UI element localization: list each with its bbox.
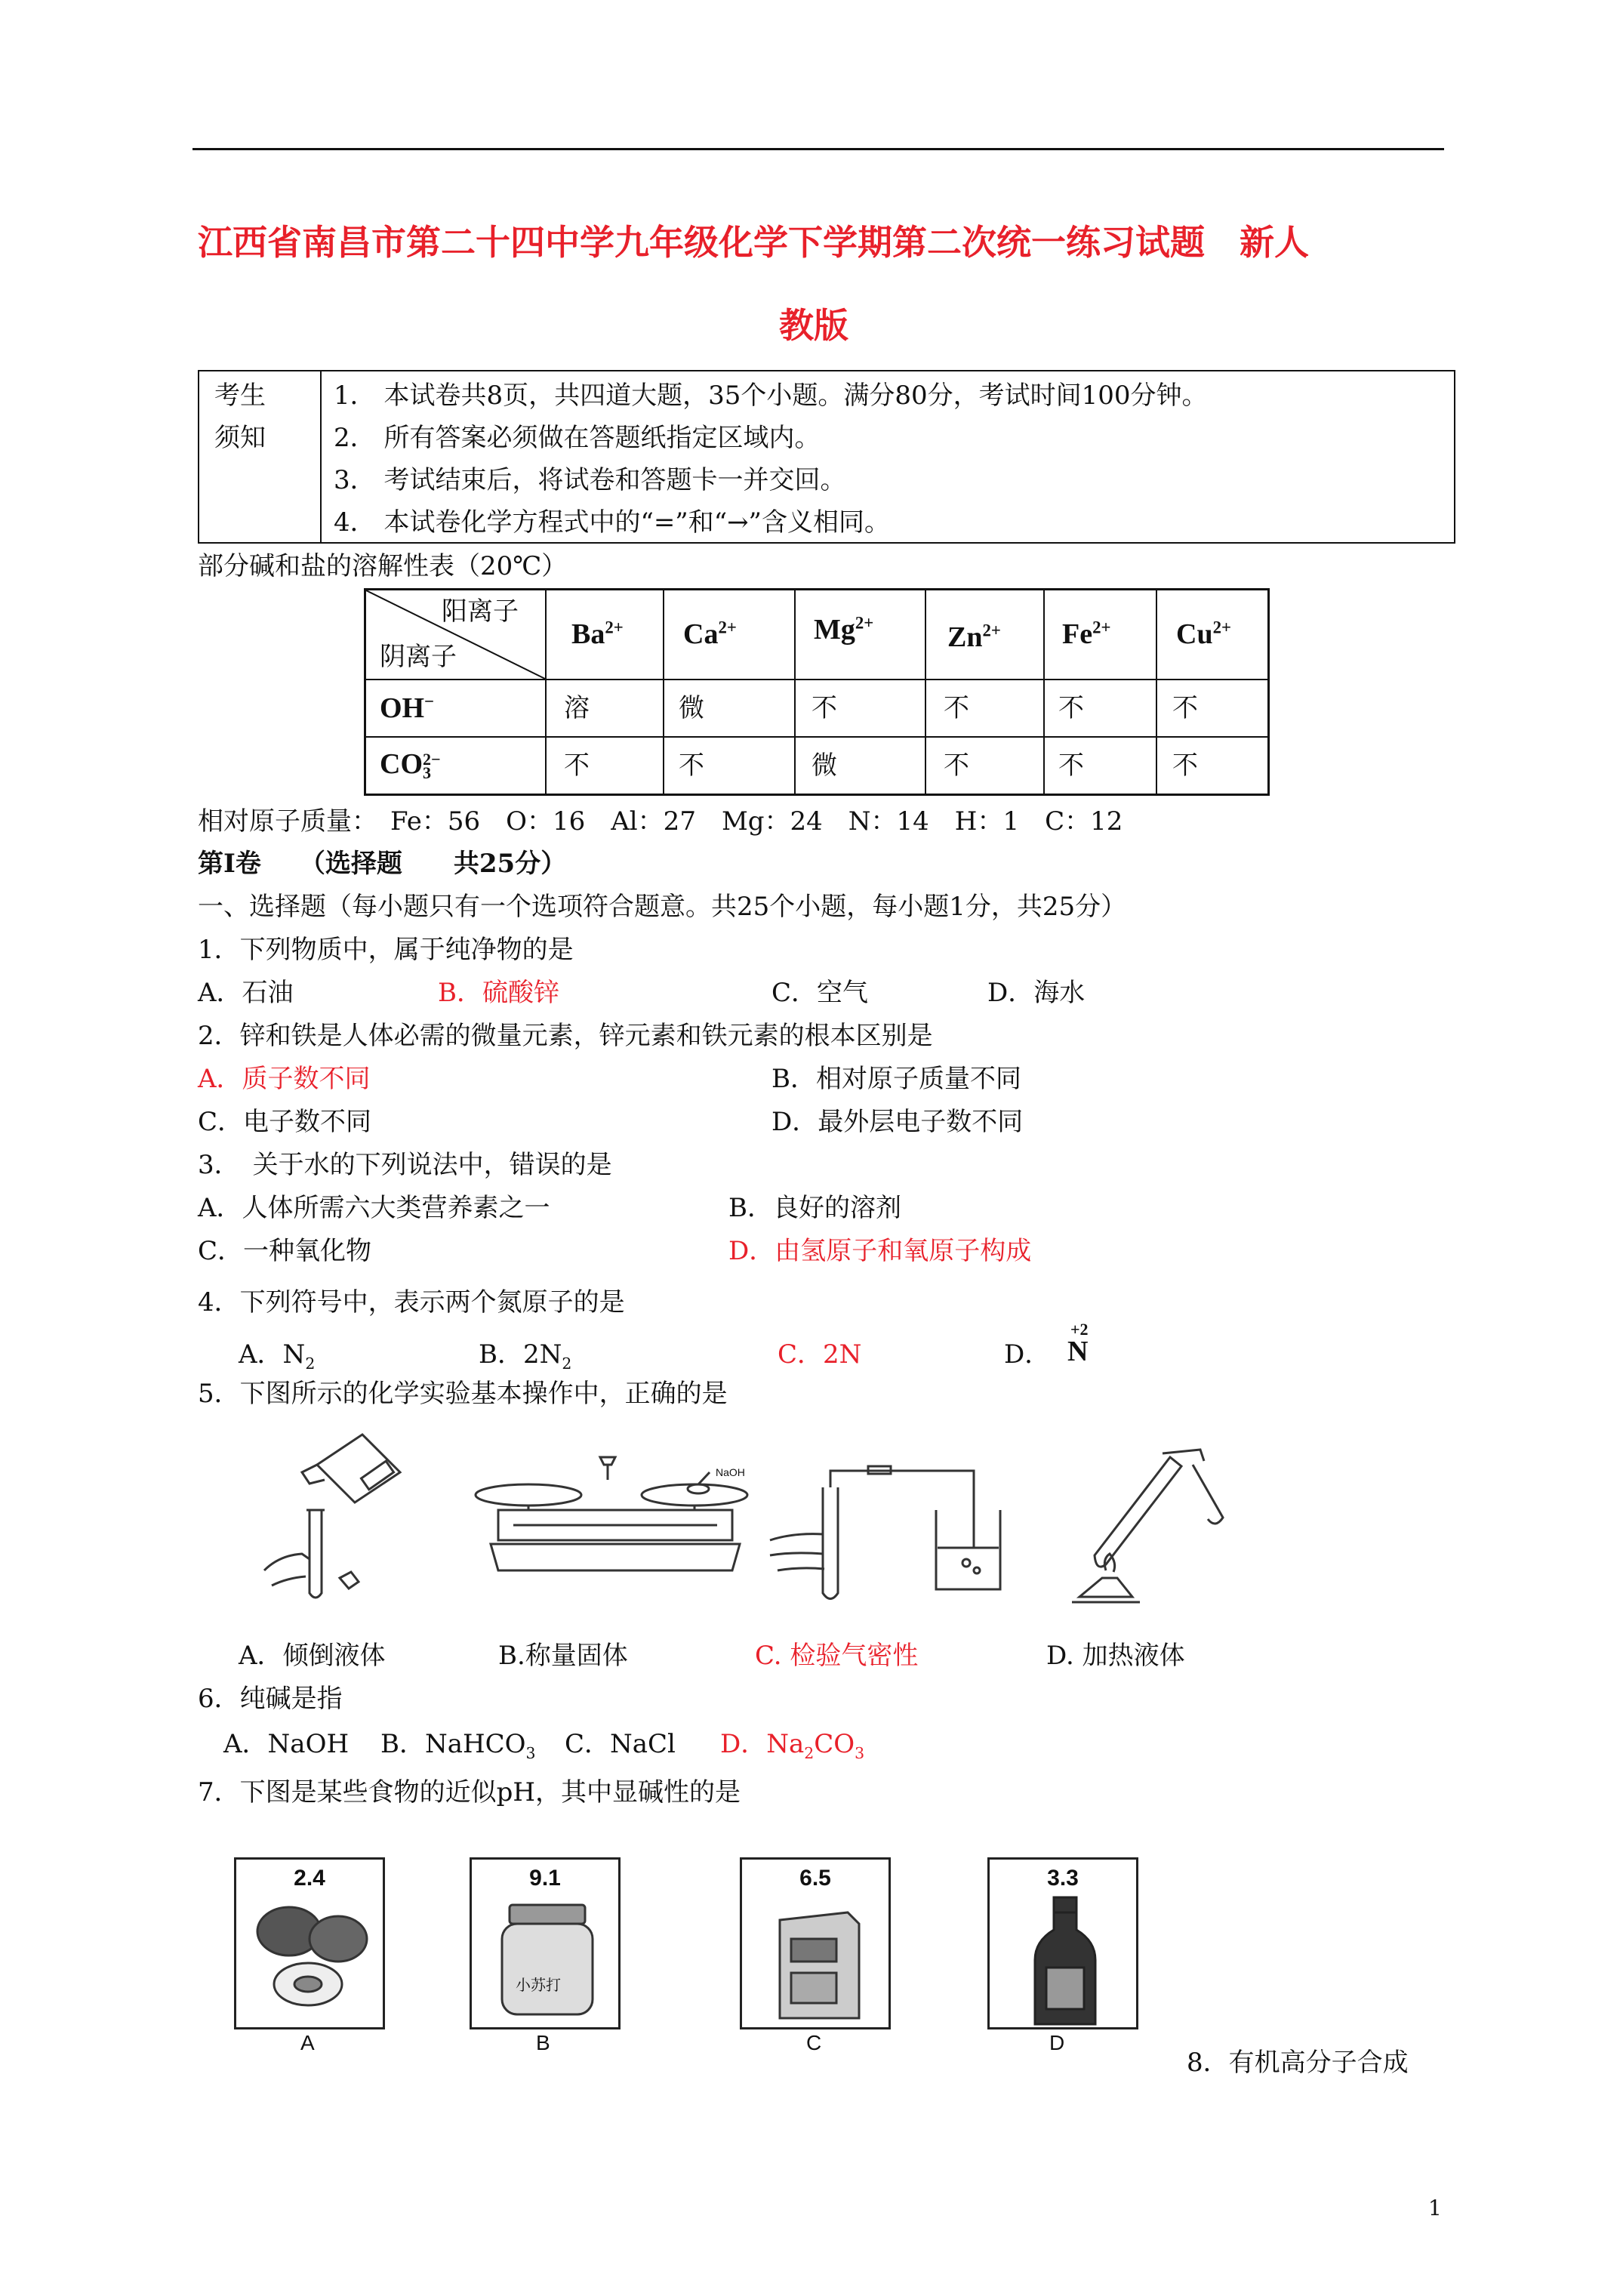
q4-d-symbol: N [1067,1336,1089,1367]
solubility-cell: 不 [944,750,969,781]
solubility-cell: 不 [1172,750,1198,781]
table-col-line [1043,590,1045,794]
cation-header: $Zn^{2+}$ [947,621,1001,653]
q3-option-d: D．由氢原子和氧原子构成 [728,1236,1032,1266]
notice-label-cell [199,371,322,542]
heating-liquid-figure [1049,1435,1230,1608]
section-instruction: 一、选择题（每小题只有一个选项符合题意。共25个小题，每小题1分，共25分） [198,892,1127,922]
table-col-line [663,590,664,794]
exam-notice-table [198,370,1455,544]
notice-item-1: 1． 本试卷共8页，共四道大题，35个小题。满分80分，考试时间100分钟。 [334,381,1208,411]
page-number: 1 [1428,2196,1442,2220]
ph-value: 6.5 [799,1866,831,1891]
q6-option-b: B．NaHCO$_3$ [380,1729,536,1762]
naoh-label: NaOH [716,1466,745,1478]
q6-option-c: C．NaCl [565,1729,676,1759]
solubility-cell: 微 [812,750,837,781]
notice-item-3: 3． 考试结束后，将试卷和答题卡一并交回。 [334,465,846,495]
q1-option-d: D．海水 [987,978,1086,1008]
ph-value: 2.4 [294,1866,325,1891]
q3-option-c: C．一种氧化物 [198,1236,372,1266]
vinegar-bottle-icon [1020,1896,1110,2028]
q4-option-c: C．2N [778,1339,862,1370]
cation-header: $Mg^{2+}$ [814,613,874,646]
solubility-cell: 微 [679,693,704,723]
anion-label-hydroxide: OH− [380,692,435,724]
milk-carton-icon [765,1897,870,2026]
page-title-line1: 江西省南昌市第二十四中学九年级化学下学期第二次统一练习试题 新人 [198,222,1309,263]
q1-option-c: C．空气 [771,978,869,1008]
notice-item-4: 4． 本试卷化学方程式中的“=”和“→”含义相同。 [334,507,890,538]
q2-option-d: D．最外层电子数不同 [771,1107,1024,1137]
solubility-cell: 不 [1058,750,1084,781]
corner-anion-label: 阴离子 [380,642,457,672]
food-label: A [300,2031,315,2054]
food-ph-box [987,1857,1138,2029]
question-7-stem: 7．下图是某些食物的近似pH，其中显碱性的是 [198,1777,741,1808]
q6-option-d: D．$Na_2CO_3$ [720,1729,865,1762]
q5-option-d: D. 加热液体 [1046,1641,1185,1671]
food-ph-box [470,1857,621,2029]
food-ph-box [740,1857,891,2029]
cation-header: $Cu^{2+}$ [1176,618,1231,650]
q2-option-c: C．电子数不同 [198,1107,372,1137]
baking-soda-jar-icon [494,1897,600,2026]
atomic-masses: 相对原子质量： Fe：56 O：16 Al：27 Mg：24 N：14 H：1 C：12 [198,806,1123,837]
table-col-line [925,590,926,794]
question-3-stem: 3． 关于水的下列说法中，错误的是 [198,1150,612,1180]
solubility-cell: 不 [679,750,704,781]
jar-label: 小苏打 [516,1976,561,1994]
q3-option-b: B．良好的溶剂 [728,1193,901,1223]
airtightness-check-figure [762,1465,1012,1608]
kiwi-fruit-icon [251,1897,372,2018]
notice-item-2: 2． 所有答案必须做在答题纸指定区域内。 [334,423,821,453]
table-col-line [794,590,796,794]
notice-label-1: 考生 [214,381,266,411]
q5-option-b: B.称量固体 [498,1641,628,1671]
q2-option-a: A．质子数不同 [198,1064,371,1094]
table-col-line [1156,590,1157,794]
question-6-stem: 6．纯碱是指 [198,1684,343,1714]
question-5-stem: 5．下图所示的化学实验基本操作中，正确的是 [198,1379,728,1409]
table-row-line [366,736,1267,738]
solubility-table [364,588,1270,796]
solubility-cell: 溶 [564,693,590,723]
question-1-stem: 1．下列物质中，属于纯净物的是 [198,935,574,965]
solubility-cell: 不 [1058,693,1084,723]
solubility-cell: 不 [564,750,590,781]
question-2-stem: 2．锌和铁是人体必需的微量元素，锌元素和铁元素的根本区别是 [198,1021,933,1051]
food-label: D [1049,2031,1065,2054]
q5-option-c: C. 检验气密性 [755,1641,919,1671]
q5-option-a: A．倾倒液体 [239,1641,386,1671]
solubility-cell: 不 [944,693,969,723]
anion-label-carbonate: CO 2− 3 [380,748,441,783]
food-label: B [536,2031,550,2054]
q1-option-a: A．石油 [198,978,294,1008]
q4-option-a: A．$N_2$ [239,1339,316,1373]
q1-option-b: B．硫酸锌 [438,978,559,1008]
header-rule [192,148,1444,150]
notice-label-2: 须知 [214,423,266,453]
cation-header: $Fe^{2+}$ [1062,618,1111,650]
q4-option-b: B．$2N_2$ [479,1339,572,1373]
question-8-stem: 8．有机高分子合成 [1187,2048,1409,2078]
cation-header: $Ca^{2+}$ [683,618,737,650]
pouring-liquid-figure [249,1427,415,1608]
corner-cation-label: 阳离子 [442,596,519,627]
q2-option-b: B．相对原子质量不同 [771,1064,1021,1094]
solubility-cell: 不 [812,693,837,723]
food-ph-box [234,1857,385,2029]
ph-value: 9.1 [529,1866,561,1891]
solubility-cell: 不 [1172,693,1198,723]
ph-value: 3.3 [1047,1866,1079,1891]
question-4-stem: 4．下列符号中，表示两个氮原子的是 [198,1287,625,1318]
page-title-line2: 教版 [779,305,848,346]
q4-d-valence: +2 [1070,1320,1089,1339]
section-heading: 第Ⅰ卷 （选择题 共25分） [198,849,567,879]
q3-option-a: A．人体所需六大类营养素之一 [198,1193,550,1223]
cation-header: $Ba^{2+}$ [571,618,624,650]
solubility-caption: 部分碱和盐的溶解性表（20℃） [198,551,568,581]
q4-option-d: D． [1004,1339,1051,1370]
q6-option-a: A．NaOH [223,1729,350,1759]
food-label: C [806,2031,822,2054]
